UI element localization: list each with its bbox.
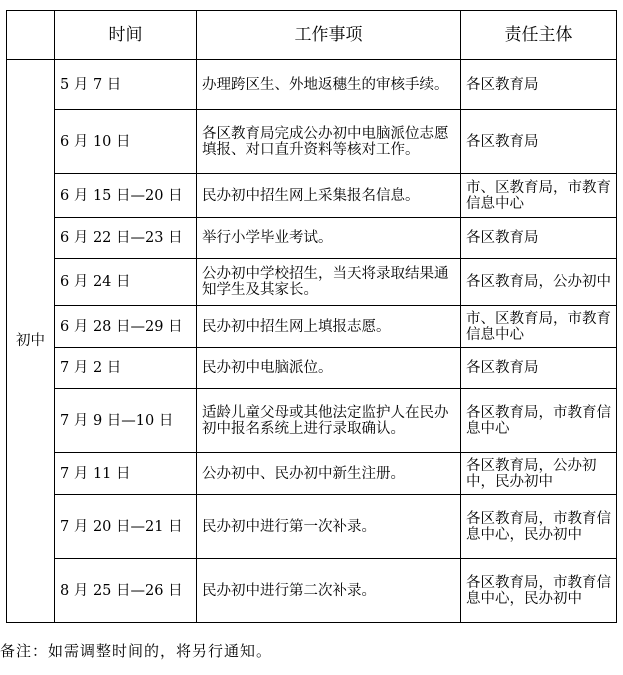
header-task: 工作事项 bbox=[197, 11, 461, 60]
responsible-cell: 各区教育局，市教育信息中心 bbox=[461, 389, 617, 453]
task-cell: 公办初中、民办初中新生注册。 bbox=[197, 453, 461, 495]
schedule-table bbox=[6, 10, 617, 623]
time-cell: 6 月 10 日 bbox=[55, 110, 197, 174]
header-responsible: 责任主体 bbox=[461, 11, 617, 60]
table-row bbox=[7, 110, 617, 174]
responsible-cell: 市、区教育局，市教育信息中心 bbox=[461, 174, 617, 218]
responsible-cell: 各区教育局 bbox=[461, 348, 617, 389]
task-cell: 公办初中学校招生，当天将录取结果通知学生及其家长。 bbox=[197, 259, 461, 306]
responsible-cell: 各区教育局，市教育信息中心，民办初中 bbox=[461, 559, 617, 623]
responsible-cell: 各区教育局，公办初中，民办初中 bbox=[461, 453, 617, 495]
task-cell: 民办初中进行第一次补录。 bbox=[197, 495, 461, 559]
table-row bbox=[7, 60, 617, 110]
time-cell: 7 月 2 日 bbox=[55, 348, 197, 389]
footnote: 备注：如需调整时间的，将另行通知。 bbox=[0, 642, 273, 660]
task-cell: 民办初中电脑派位。 bbox=[197, 348, 461, 389]
time-cell: 7 月 20 日—21 日 bbox=[55, 495, 197, 559]
table-row bbox=[7, 559, 617, 623]
time-cell: 7 月 9 日—10 日 bbox=[55, 389, 197, 453]
header-blank bbox=[7, 11, 55, 60]
table-row bbox=[7, 348, 617, 389]
table-row bbox=[7, 389, 617, 453]
category-cell: 初中 bbox=[7, 60, 55, 623]
table-row bbox=[7, 306, 617, 348]
header-row bbox=[7, 11, 617, 60]
table-row bbox=[7, 495, 617, 559]
table-row bbox=[7, 453, 617, 495]
task-cell: 适龄儿童父母或其他法定监护人在民办初中报名系统上进行录取确认。 bbox=[197, 389, 461, 453]
responsible-cell: 各区教育局，公办初中 bbox=[461, 259, 617, 306]
task-cell: 民办初中进行第二次补录。 bbox=[197, 559, 461, 623]
time-cell: 7 月 11 日 bbox=[55, 453, 197, 495]
task-cell: 民办初中招生网上采集报名信息。 bbox=[197, 174, 461, 218]
time-cell: 6 月 15 日—20 日 bbox=[55, 174, 197, 218]
responsible-cell: 市、区教育局，市教育信息中心 bbox=[461, 306, 617, 348]
responsible-cell: 各区教育局 bbox=[461, 218, 617, 259]
time-cell: 8 月 25 日—26 日 bbox=[55, 559, 197, 623]
time-cell: 6 月 24 日 bbox=[55, 259, 197, 306]
time-cell: 6 月 22 日—23 日 bbox=[55, 218, 197, 259]
task-cell: 各区教育局完成公办初中电脑派位志愿填报、对口直升资料等核对工作。 bbox=[197, 110, 461, 174]
time-cell: 5 月 7 日 bbox=[55, 60, 197, 110]
task-cell: 举行小学毕业考试。 bbox=[197, 218, 461, 259]
responsible-cell: 各区教育局，市教育信息中心，民办初中 bbox=[461, 495, 617, 559]
table-row bbox=[7, 259, 617, 306]
task-cell: 民办初中招生网上填报志愿。 bbox=[197, 306, 461, 348]
responsible-cell: 各区教育局 bbox=[461, 110, 617, 174]
responsible-cell: 各区教育局 bbox=[461, 60, 617, 110]
header-time: 时间 bbox=[55, 11, 197, 60]
table-row bbox=[7, 218, 617, 259]
time-cell: 6 月 28 日—29 日 bbox=[55, 306, 197, 348]
table-row bbox=[7, 174, 617, 218]
task-cell: 办理跨区生、外地返穗生的审核手续。 bbox=[197, 60, 461, 110]
